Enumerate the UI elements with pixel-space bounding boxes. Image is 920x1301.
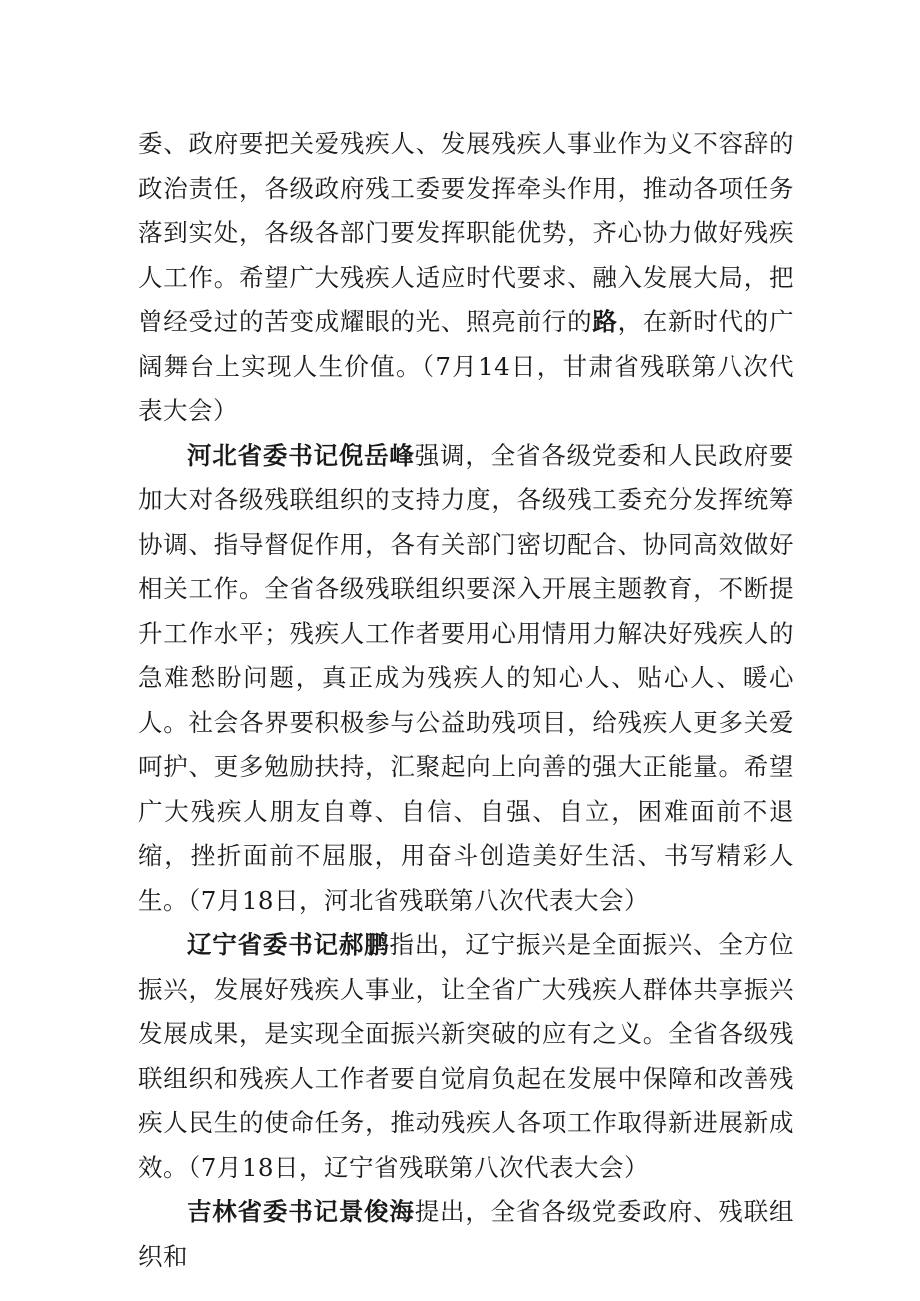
document-body bbox=[138, 122, 794, 1279]
paragraph-jilin bbox=[138, 1190, 794, 1279]
bold-text: 路 bbox=[592, 307, 618, 336]
paragraph-text: 提出，全省各级党委政府、残联组织和 bbox=[138, 1197, 795, 1271]
speaker-name-hebei: 河北省委书记倪岳峰 bbox=[187, 440, 415, 470]
speaker-name-jilin: 吉林省委书记景俊海 bbox=[187, 1197, 415, 1226]
paragraph-text: 指出，辽宁振兴是全面振兴、全方位振兴，发展好残疾人事业，让全省广大残疾人群体共享振兴发展成果，是实现全面振兴新突破的应有之义。全省各级残联组织和残疾人工作者要自觉肩负起在发展中保障和改善残疾人民生的使命任务，推动残疾人各项工作取得新进展新成效。（7月18日，辽宁省残联第八次代表大会） bbox=[138, 930, 795, 1182]
paragraph-text: 委、政府要把关爱残疾人、发展残疾人事业作为义不容辞的政治责任，各级政府残工委要发挥牵头作用，推动各项任务落到实处，各级各部门要发挥职能优势，齐心协力做好残疾人工作。希望广大残疾人适应时代要求、融入发展大局，把曾经受过的苦变成耀眼的光、照亮前行的 bbox=[138, 129, 794, 336]
paragraph-liaoning bbox=[138, 923, 794, 1190]
paragraph-gansu-continuation bbox=[138, 122, 794, 434]
paragraph-hebei bbox=[138, 434, 794, 924]
speaker-name-liaoning: 辽宁省委书记郝鹏 bbox=[187, 930, 390, 959]
paragraph-text: ，在新时代的广阔舞台上实现人生价值。（7月14日，甘肃省残联第八次代表大会） bbox=[138, 307, 795, 425]
paragraph-text: 强调，全省各级党委和人民政府要加大对各级残联组织的支持力度，各级残工委充分发挥统筹协调、指导督促作用，各有关部门密切配合、协同高效做好相关工作。全省各级残联组织要深入开展主题教育，不断提升工作水平；残疾人工作者要用心用情用力解决好残疾人的急难愁盼问题，真正成为残疾人的知心人、贴心人、暖心人。社会各界要积极参与公益助残项目，给残疾人更多关爱呵护、更多勉励扶持，汇聚起向上向善的强大正能量。希望广大残疾人朋友自尊、自信、自强、自立，困难面前不退缩，挫折面前不屈服，用奋斗创造美好生活、书写精彩人生。（7月18日，河北省残联第八次代表大会） bbox=[138, 440, 795, 915]
